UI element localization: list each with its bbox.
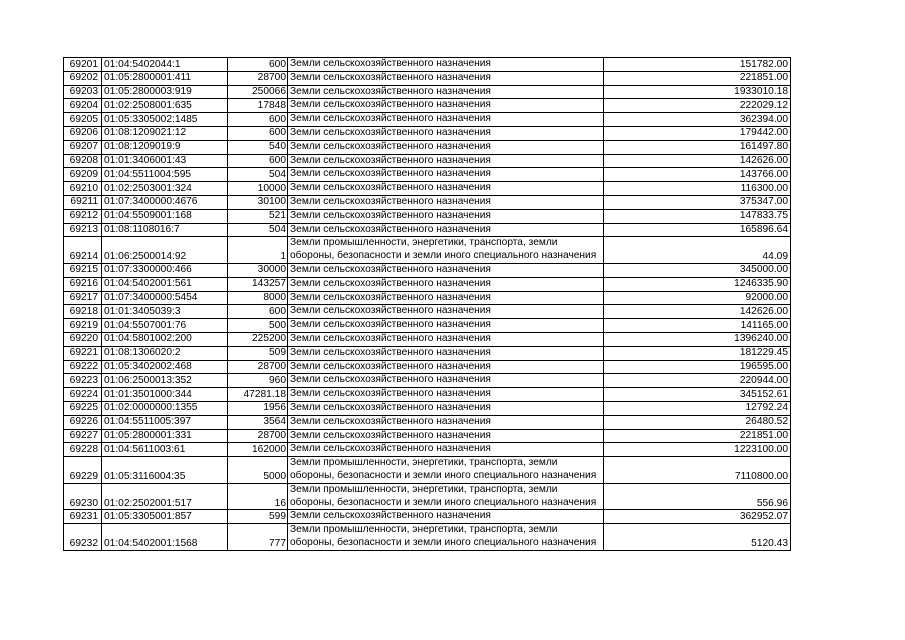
cadastral-number-cell: 01:08:1108016:7 [102,223,228,237]
land-category-cell: Земли сельскохозяйственного назначения [288,58,604,72]
cadastral-value-cell: 221851.00 [604,71,791,85]
cadastral-number-cell: 01:07:3300000:466 [102,263,228,277]
record-id-cell: 69214 [64,237,102,264]
cadastral-number-cell: 01:05:2800003:919 [102,85,228,99]
table-row [64,126,791,140]
cadastral-number-cell: 01:04:5507001:76 [102,319,228,333]
area-cell: 3564 [228,415,288,429]
land-category-cell: Земли сельскохозяйственного назначения [288,223,604,237]
cadastral-value-cell: 375347.00 [604,195,791,209]
cadastral-value-cell: 362952.07 [604,510,791,524]
table-row [64,443,791,457]
area-cell: 521 [228,209,288,223]
cadastral-number-cell: 01:02:2508001:635 [102,99,228,113]
cadastral-number-cell: 01:07:3400000:4676 [102,195,228,209]
table-row [64,319,791,333]
table-row [64,223,791,237]
record-id-cell: 69217 [64,291,102,305]
area-cell: 600 [228,58,288,72]
cadastral-number-cell: 01:04:5511005:397 [102,415,228,429]
land-category-cell: Земли сельскохозяйственного назначения [288,195,604,209]
land-category-cell: Земли сельскохозяйственного назначения [288,443,604,457]
land-category-cell: Земли сельскохозяйственного назначения [288,305,604,319]
table-row [64,510,791,524]
record-id-cell: 69220 [64,332,102,346]
record-id-cell: 69230 [64,483,102,510]
record-id-cell: 69231 [64,510,102,524]
land-category-cell: Земли сельскохозяйственного назначения [288,291,604,305]
area-cell: 5000 [228,457,288,484]
area-cell: 600 [228,154,288,168]
cadastral-value-cell: 1223100.00 [604,443,791,457]
record-id-cell: 69225 [64,401,102,415]
area-cell: 28700 [228,360,288,374]
land-category-cell: Земли сельскохозяйственного назначения [288,140,604,154]
area-cell: 777 [228,524,288,551]
cadastral-number-cell: 01:04:5402001:1568 [102,524,228,551]
land-category-cell: Земли сельскохозяйственного назначения [288,510,604,524]
cadastral-value-cell: 141165.00 [604,319,791,333]
record-id-cell: 69209 [64,168,102,182]
area-cell: 16 [228,483,288,510]
table-row [64,168,791,182]
area-cell: 30000 [228,263,288,277]
area-cell: 10000 [228,182,288,196]
area-cell: 599 [228,510,288,524]
table-row [64,85,791,99]
cadastral-value-cell: 142626.00 [604,154,791,168]
area-cell: 504 [228,223,288,237]
land-category-cell: Земли сельскохозяйственного назначения [288,415,604,429]
cadastral-value-cell: 143766.00 [604,168,791,182]
area-cell: 225200 [228,332,288,346]
land-category-cell: Земли сельскохозяйственного назначения [288,126,604,140]
table-row [64,483,791,510]
area-cell: 600 [228,113,288,127]
record-id-cell: 69202 [64,71,102,85]
land-category-cell: Земли сельскохозяйственного назначения [288,429,604,443]
table-row [64,415,791,429]
cadastral-value-cell: 556.96 [604,483,791,510]
table-row [64,374,791,388]
cadastral-value-cell: 181229.45 [604,346,791,360]
land-category-cell: Земли промышленности, энергетики, транспорта, земли обороны, безопасности и земли иного специального назначения [288,457,604,484]
cadastral-number-cell: 01:04:5402044:1 [102,58,228,72]
area-cell: 540 [228,140,288,154]
cadastral-value-cell: 26480.52 [604,415,791,429]
record-id-cell: 69221 [64,346,102,360]
table-row [64,360,791,374]
table-row [64,209,791,223]
record-id-cell: 69211 [64,195,102,209]
cadastral-value-cell: 1933010.18 [604,85,791,99]
cadastral-number-cell: 01:05:3116004:35 [102,457,228,484]
area-cell: 500 [228,319,288,333]
table-row [64,277,791,291]
land-category-cell: Земли промышленности, энергетики, транспорта, земли обороны, безопасности и земли иного специального назначения [288,524,604,551]
cadastral-value-cell: 220944.00 [604,374,791,388]
area-cell: 17848 [228,99,288,113]
record-id-cell: 69232 [64,524,102,551]
cadastral-number-cell: 01:02:0000000:1355 [102,401,228,415]
table-row [64,429,791,443]
cadastral-value-cell: 345152.61 [604,388,791,402]
land-category-cell: Земли сельскохозяйственного назначения [288,374,604,388]
record-id-cell: 69223 [64,374,102,388]
cadastral-value-cell: 12792.24 [604,401,791,415]
cadastral-number-cell: 01:05:3402002:468 [102,360,228,374]
area-cell: 8000 [228,291,288,305]
cadastral-value-cell: 165896.64 [604,223,791,237]
table-row [64,195,791,209]
record-id-cell: 69206 [64,126,102,140]
land-category-cell: Земли сельскохозяйственного назначения [288,332,604,346]
area-cell: 509 [228,346,288,360]
record-id-cell: 69205 [64,113,102,127]
cadastral-number-cell: 01:05:3305002:1485 [102,113,228,127]
cadastral-number-cell: 01:08:1306020:2 [102,346,228,360]
area-cell: 162000 [228,443,288,457]
area-cell: 600 [228,305,288,319]
cadastral-number-cell: 01:07:3400000:5454 [102,291,228,305]
area-cell: 28700 [228,429,288,443]
record-id-cell: 69229 [64,457,102,484]
cadastral-value-cell: 345000.00 [604,263,791,277]
table-row [64,305,791,319]
land-category-cell: Земли сельскохозяйственного назначения [288,346,604,360]
cadastral-value-cell: 7110800.00 [604,457,791,484]
cadastral-number-cell: 01:05:2800001:411 [102,71,228,85]
table-row [64,401,791,415]
cadastral-number-cell: 01:05:2800001:331 [102,429,228,443]
table-row [64,182,791,196]
land-category-cell: Земли сельскохозяйственного назначения [288,401,604,415]
land-records-table [63,57,791,551]
land-category-cell: Земли сельскохозяйственного назначения [288,263,604,277]
record-id-cell: 69210 [64,182,102,196]
land-category-cell: Земли сельскохозяйственного назначения [288,99,604,113]
cadastral-number-cell: 01:06:2500013:352 [102,374,228,388]
cadastral-number-cell: 01:01:3405039:3 [102,305,228,319]
area-cell: 28700 [228,71,288,85]
record-id-cell: 69219 [64,319,102,333]
record-id-cell: 69218 [64,305,102,319]
cadastral-value-cell: 1396240.00 [604,332,791,346]
record-id-cell: 69216 [64,277,102,291]
table-row [64,113,791,127]
cadastral-number-cell: 01:02:2503001:324 [102,182,228,196]
record-id-cell: 69224 [64,388,102,402]
area-cell: 600 [228,126,288,140]
table-row [64,140,791,154]
cadastral-number-cell: 01:01:3501000:344 [102,388,228,402]
table-row [64,71,791,85]
cadastral-number-cell: 01:04:5402001:561 [102,277,228,291]
cadastral-number-cell: 01:04:5801002:200 [102,332,228,346]
table-row [64,524,791,551]
land-category-cell: Земли сельскохозяйственного назначения [288,209,604,223]
table-row [64,99,791,113]
table-row [64,457,791,484]
area-cell: 30100 [228,195,288,209]
table-row [64,263,791,277]
record-id-cell: 69215 [64,263,102,277]
area-cell: 504 [228,168,288,182]
cadastral-value-cell: 221851.00 [604,429,791,443]
record-id-cell: 69228 [64,443,102,457]
cadastral-number-cell: 01:01:3406001:43 [102,154,228,168]
table-row [64,154,791,168]
cadastral-number-cell: 01:05:3305001:857 [102,510,228,524]
area-cell: 1956 [228,401,288,415]
record-id-cell: 69203 [64,85,102,99]
cadastral-value-cell: 44.09 [604,237,791,264]
cadastral-value-cell: 161497.80 [604,140,791,154]
record-id-cell: 69212 [64,209,102,223]
table-row [64,58,791,72]
table-row [64,332,791,346]
table-row [64,291,791,305]
cadastral-number-cell: 01:04:5611003:61 [102,443,228,457]
land-category-cell: Земли сельскохозяйственного назначения [288,71,604,85]
record-id-cell: 69222 [64,360,102,374]
cadastral-number-cell: 01:06:2500014:92 [102,237,228,264]
land-category-cell: Земли сельскохозяйственного назначения [288,277,604,291]
cadastral-value-cell: 362394.00 [604,113,791,127]
record-id-cell: 69226 [64,415,102,429]
land-category-cell: Земли сельскохозяйственного назначения [288,113,604,127]
table-row [64,237,791,264]
cadastral-value-cell: 196595.00 [604,360,791,374]
area-cell: 143257 [228,277,288,291]
cadastral-number-cell: 01:08:1209021:12 [102,126,228,140]
cadastral-value-cell: 5120.43 [604,524,791,551]
cadastral-number-cell: 01:04:5511004:595 [102,168,228,182]
land-category-cell: Земли промышленности, энергетики, транспорта, земли обороны, безопасности и земли иного специального назначения [288,237,604,264]
cadastral-number-cell: 01:04:5509001:168 [102,209,228,223]
table-row [64,346,791,360]
cadastral-value-cell: 151782.00 [604,58,791,72]
area-cell: 1 [228,237,288,264]
cadastral-value-cell: 1246335.90 [604,277,791,291]
record-id-cell: 69213 [64,223,102,237]
land-category-cell: Земли сельскохозяйственного назначения [288,154,604,168]
cadastral-value-cell: 116300.00 [604,182,791,196]
land-category-cell: Земли сельскохозяйственного назначения [288,360,604,374]
cadastral-value-cell: 179442.00 [604,126,791,140]
land-category-cell: Земли промышленности, энергетики, транспорта, земли обороны, безопасности и земли иного специального назначения [288,483,604,510]
cadastral-value-cell: 142626.00 [604,305,791,319]
cadastral-value-cell: 147833.75 [604,209,791,223]
record-id-cell: 69208 [64,154,102,168]
cadastral-number-cell: 01:08:1209019:9 [102,140,228,154]
land-category-cell: Земли сельскохозяйственного назначения [288,85,604,99]
cadastral-number-cell: 01:02:2502001:517 [102,483,228,510]
record-id-cell: 69201 [64,58,102,72]
area-cell: 47281.18 [228,388,288,402]
area-cell: 960 [228,374,288,388]
land-category-cell: Земли сельскохозяйственного назначения [288,168,604,182]
land-category-cell: Земли сельскохозяйственного назначения [288,388,604,402]
area-cell: 250066 [228,85,288,99]
record-id-cell: 69204 [64,99,102,113]
record-id-cell: 69207 [64,140,102,154]
record-id-cell: 69227 [64,429,102,443]
cadastral-value-cell: 222029.12 [604,99,791,113]
cadastral-value-cell: 92000.00 [604,291,791,305]
table-row [64,388,791,402]
land-category-cell: Земли сельскохозяйственного назначения [288,182,604,196]
table-body [64,58,791,551]
land-category-cell: Земли сельскохозяйственного назначения [288,319,604,333]
